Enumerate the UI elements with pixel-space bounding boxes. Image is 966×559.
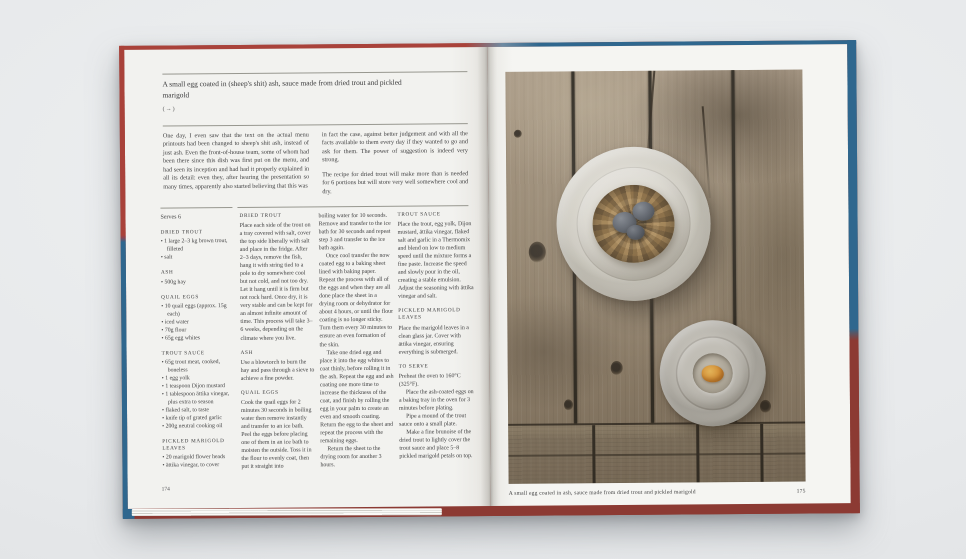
ash-coated-egg — [627, 225, 645, 240]
method-paragraph: Take one dried egg and place it into the egg whites to coat thinly, before rolling it in the ash. Repeat the egg and ash coating one more time to increase the thickness of the coat, and finish by rolling the egg in your palm to create an even and smooth coating. Return the egg to the sheet and repeat the process with the remaining eggs. — [319, 349, 394, 445]
ingredient-item: • 20 marigold flower heads — [162, 454, 226, 461]
method-paragraph: Cook the quail eggs for 2 minutes 30 seconds in boiling water then remove instantly and transfer to an ice bath. Peel the eggs before placing one of them in an ice bath to moisten the outside. Toss it in the flour to evenly coat, then put it straight into — [240, 399, 312, 470]
dish-photo — [505, 70, 805, 484]
ingredient-item: • 1 large 2–3 kg brown trout, filleted — [160, 238, 228, 253]
method-column-2 — [318, 212, 394, 478]
ingredients-list — [161, 229, 237, 470]
recipe-section — [161, 229, 235, 263]
method-paragraph: Make a fine brunoise of the dried trout to lightly cover the trout sauce and place 5–8 pickled marigold petals on top. — [399, 429, 473, 460]
method-paragraph: Place each side of the trout on a tray covered with salt, cover the top side liberally with salt and place in the fridge. After 2–3 days, remove the fish, hang it with string tied to a pole to dry somewhere cool but not cold, and not too dry. Let it hang until it is firm but not rock hard. Once dry, it is very stable and can be kept for an almost infinite amount of time. This process will take 3–6 weeks, depending on the climate where you live. — [239, 222, 313, 342]
recipe-section — [241, 389, 316, 471]
page-stack-edge — [132, 508, 442, 516]
ingredient-item: • 1 teaspoon Dijon mustard — [161, 382, 226, 390]
recipe-rule-right — [237, 205, 468, 208]
ingredient-item: • salt — [160, 254, 173, 261]
section-heading: PICKLED MARIGOLD LEAVES — [398, 307, 461, 322]
intro-paragraph: One day, I even saw that the text on the actual menu printouts had been changed to sheep's shit ash, instead of just ash. Even the front-of-house team, some of whom had been there since this dish was first put on the menu, and had seen its inception and had had it properly explained in all its detail: even they, after hearing the presentation so many times, apparently also started believing that this was — [162, 131, 310, 191]
wood-crack — [702, 106, 711, 198]
intro-paragraph: in fact the case, against better judgement and with all the facts available to them every day if they wanted to go and ask for them. The power of suggestion is indeed very strong. — [321, 130, 469, 164]
ingredient-item: • 65g trout meat, cooked, boneless — [161, 358, 221, 374]
ingredient-item: • iced water — [161, 319, 189, 326]
left-page — [124, 47, 491, 509]
small-plate — [659, 320, 766, 427]
ash-coated-egg — [632, 202, 654, 221]
intro-column-1 — [163, 131, 310, 197]
wood-knot — [514, 130, 522, 138]
ingredient-item: • 1 egg yolk — [161, 375, 190, 382]
intro-text — [163, 130, 469, 197]
method-paragraph: Use a blowtorch to burn the hay and pass through a sieve to achieve a fine powder. — [240, 359, 315, 382]
section-heading: PICKLED MARIGOLD LEAVES — [162, 437, 225, 452]
recipe-grid — [160, 211, 472, 478]
intro-paragraph: The recipe for dried trout will make more than is needed for 6 portions but will store very well somewhere cool and dry. — [322, 169, 469, 195]
wood-knot — [760, 400, 771, 413]
method-column-3 — [397, 211, 475, 477]
intro-rule — [163, 123, 468, 126]
recipe-section — [161, 294, 235, 344]
open-cookbook — [119, 40, 860, 519]
wood-knot — [529, 242, 546, 263]
ingredient-item: • 65g egg whites — [161, 334, 201, 342]
method-column-1 — [239, 212, 315, 478]
method-paragraph: Once cool transfer the now coated egg to a baking sheet lined with baking paper. Repeat the process with all of the eggs and when they are all done place the sheet in a drying room or dehydrator for about 4 hours, or until the flour coating is no longer sticky. Turn them every 30 minutes to ensure an even formation of the skin. — [318, 252, 394, 348]
section-heading: DRIED TROUT — [239, 212, 282, 219]
recipe-section — [239, 212, 314, 342]
marigold-petals — [702, 365, 724, 382]
right-page-number: 175 — [796, 488, 806, 495]
ingredient-item: • 200g neutral cooking oil — [162, 422, 223, 430]
method-paragraph: Place the ash-coated eggs on a baking tray in the oven for 3 minutes before plating. — [398, 388, 474, 412]
ingredient-item: • 1 tablespoon ättika vinegar, plus extra to season — [161, 390, 230, 406]
section-heading: DRIED TROUT — [160, 229, 203, 236]
ingredient-item: • 70g flour — [161, 327, 187, 334]
section-heading: TROUT SAUCE — [397, 211, 441, 218]
plank-gap — [592, 425, 595, 483]
intro-column-2 — [322, 130, 469, 196]
recipe-title: A small egg coated in (sheep's shit) ash, sauce made from dried trout and pickled marigold — [162, 77, 402, 100]
section-heading: TO SERVE — [398, 363, 429, 370]
recipe-section — [161, 269, 235, 287]
method-paragraph: Pipe a mound of the trout sauce onto a small plate. — [399, 413, 467, 428]
section-heading: QUAIL EGGS — [240, 389, 279, 396]
recipe-section — [397, 211, 474, 301]
ingredients-column — [160, 213, 236, 479]
photo-caption-row — [509, 489, 806, 497]
method-paragraph: Return the sheet to the drying room for another 3 hours. — [320, 445, 382, 469]
section-heading: ASH — [240, 349, 254, 356]
wood-knot — [611, 361, 623, 375]
ingredient-item: • 500g hay — [160, 278, 186, 286]
method-paragraph: Place the marigold leaves in a clean glass jar. Cover with ättika vinegar, ensuring everything is submerged. — [398, 324, 469, 356]
section-heading: TROUT SAUCE — [161, 349, 205, 357]
ingredient-item: • flaked salt, to taste — [161, 406, 209, 414]
recipe-section — [399, 363, 476, 461]
recipe-section — [398, 307, 474, 356]
plank-gap — [760, 424, 763, 482]
recipe-section — [318, 212, 394, 470]
wood-knot — [564, 399, 573, 410]
section-heading: QUAIL EGGS — [161, 293, 199, 301]
plank-gap — [696, 424, 699, 482]
recipe-section — [241, 349, 315, 383]
marigold-dish — [693, 353, 733, 393]
serving-bowl — [556, 146, 711, 301]
method-paragraph: boiling water for 10 seconds. Remove and transfer to the ice bath for 30 seconds and repeat step 3 and transfer to the ice bath again. — [318, 212, 391, 252]
ingredient-item: • knife tip of grated garlic — [162, 414, 222, 422]
right-page — [487, 44, 851, 506]
ingredient-item: • 10 quail eggs (approx. 15g each) — [161, 302, 227, 318]
recipe-rule-left — [160, 207, 232, 209]
recipe-section — [162, 350, 237, 432]
method-paragraph: Preheat the oven to 160°C (325°F). — [398, 372, 461, 388]
photo-caption: A small egg coated in ash, sauce made from dried trout and pickled marigold — [508, 489, 696, 497]
recipe-section — [162, 438, 236, 471]
ingredient-item: • ättika vinegar, to cover — [162, 462, 220, 469]
section-heading: ASH — [160, 269, 174, 276]
photo-cross-reference: (→) — [162, 106, 176, 113]
left-page-number: 174 — [161, 486, 170, 493]
method-paragraph: Place the trout, egg yolk, Dijon mustard, ättika vinegar, flaked salt and garlic in a Thermomix and blend on low to medium speed until the mixture forms a fine paste. Increase the speed and slowly pour in the oil, creating a stable emulsion. Adjust the seasoning with ättika vinegar and salt. — [397, 221, 474, 301]
hay-nest — [592, 185, 675, 264]
title-rule — [162, 71, 467, 74]
serves-note: Serves 6 — [160, 214, 182, 221]
